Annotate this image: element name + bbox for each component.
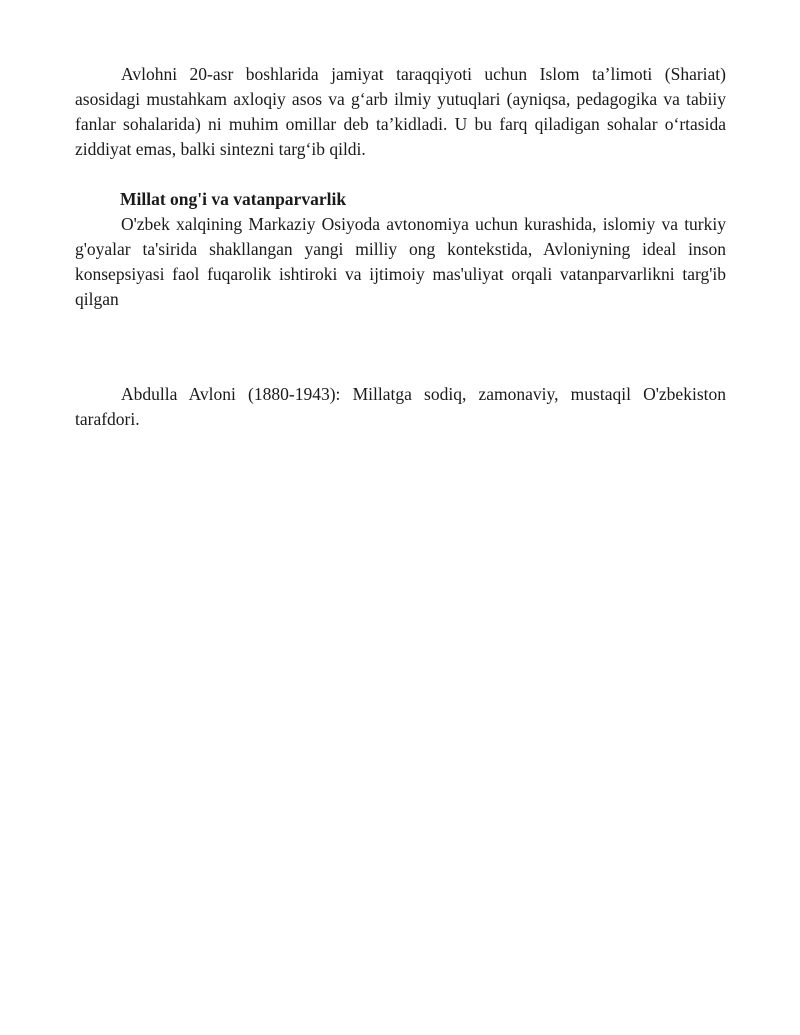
- paragraph-avloni-summary: Abdulla Avloni (1880-1943): Millatga sodiq, zamonaviy, mustaqil O'zbekiston tarafdori.: [75, 384, 726, 429]
- document-body: [75, 62, 726, 432]
- paragraph-national-consciousness: O'zbek xalqining Markaziy Osiyoda avtonomiya uchun kurashida, islomiy va turkiy g'oyalar ta'sirida shakllangan yangi milliy ong kontekstida, Avloniyning ideal inson konsepsiyasi faol fuqarolik ishtiroki va ijtimoiy mas'uliyat orqali vatanparvarlikni targ'ib qilgan: [75, 214, 726, 309]
- paragraph-islam-and-science: Avlohni 20-asr boshlarida jamiyat taraqqiyoti uchun Islom ta’limoti (Shariat) asosidagi mustahkam axloqiy asos va g‘arb ilmiy yutuqlari (ayniqsa, pedagogika va tabiiy fanlar sohalarida) ni muhim omillar deb ta’kidladi. U bu farq qiladigan sohalar o‘rtasida ziddiyat emas, balki sintezni targ‘ib qildi.: [75, 64, 726, 159]
- section-heading: Millat ong'i va vatanparvarlik: [120, 189, 347, 209]
- blank-space: [75, 312, 726, 382]
